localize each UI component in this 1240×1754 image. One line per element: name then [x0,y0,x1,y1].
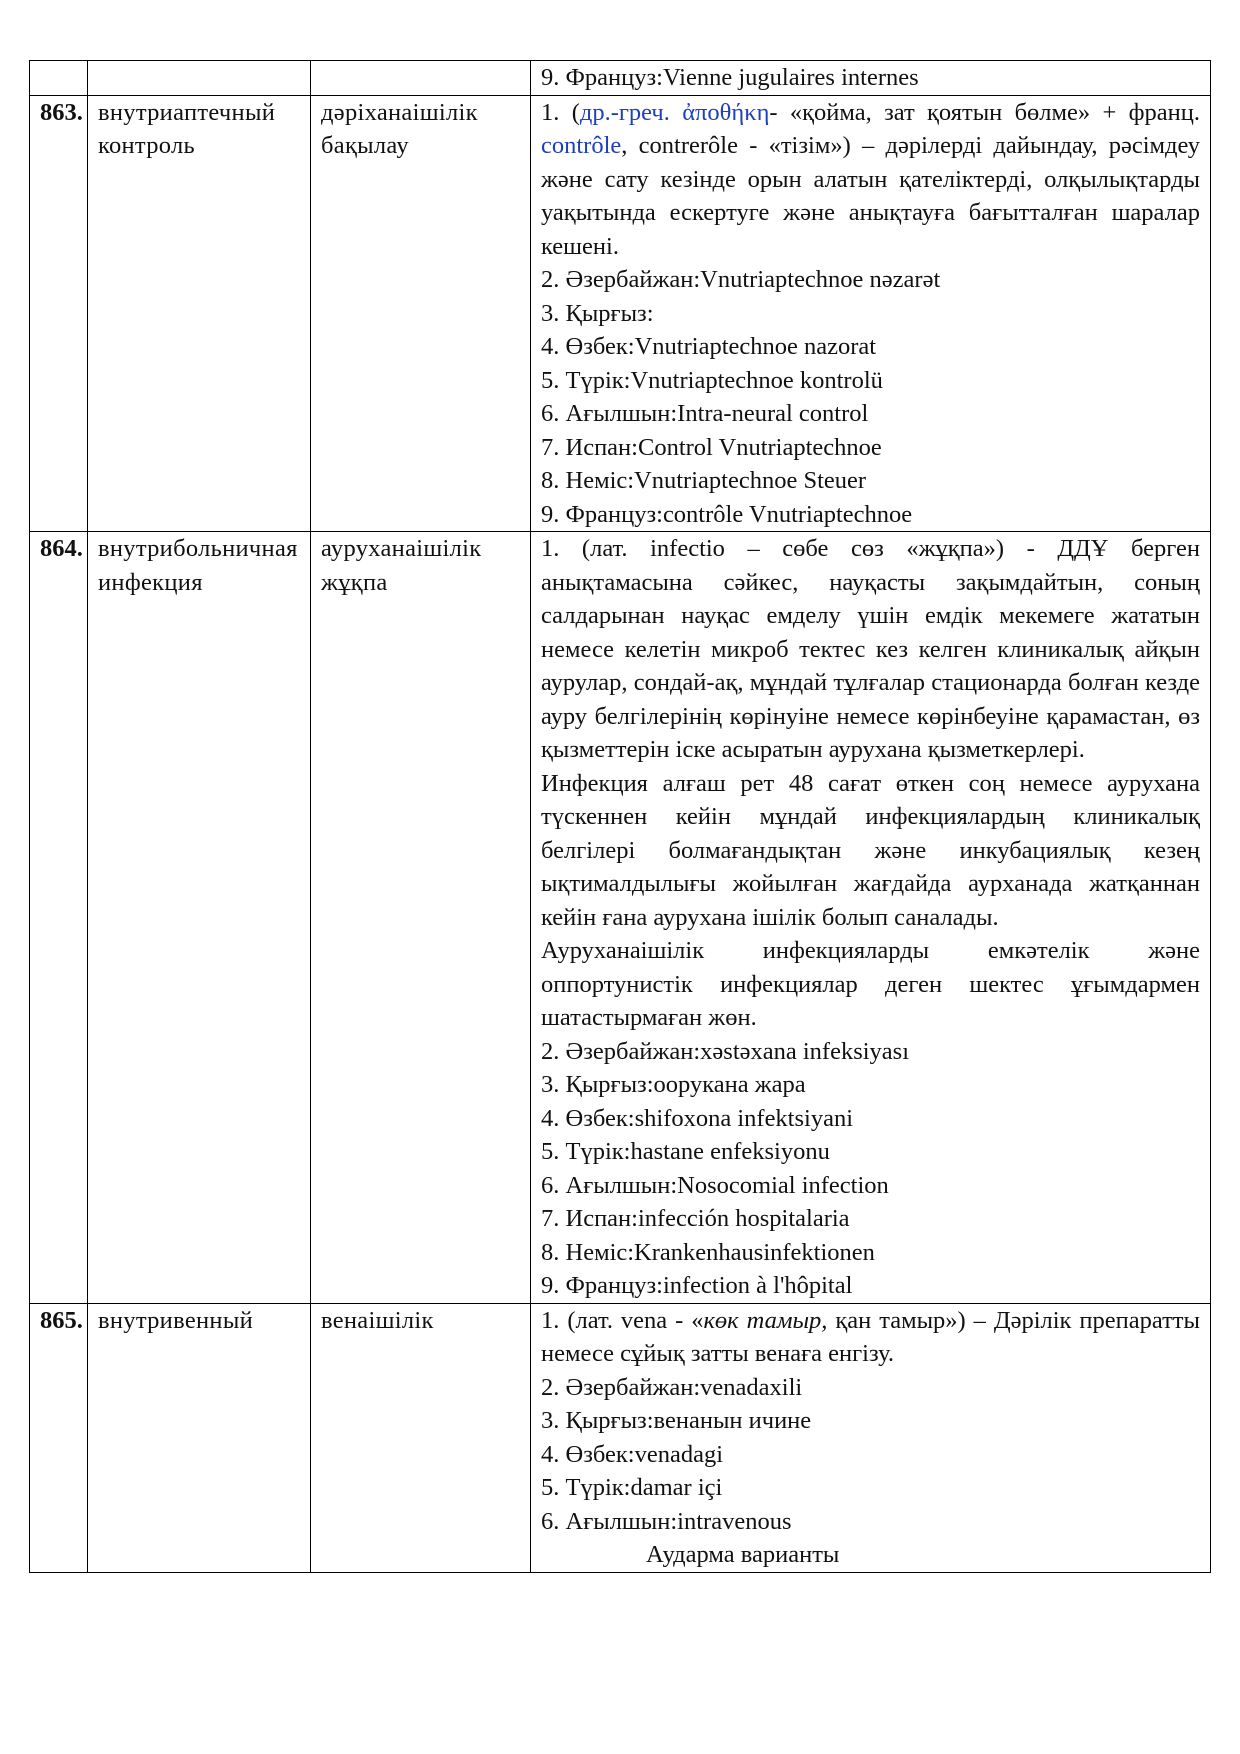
term-russian: внутрибольничная инфекция [88,532,311,1304]
translation-german: 8. Неміс:Vnutriaptechnoe Steuer [541,467,867,494]
term-russian: внутриаптечный контроль [88,95,311,532]
translation-variants-caption: Аударма варианты [646,1541,840,1568]
translation-turkish: 5. Түрік:Vnutriaptechnoe kontrolü [541,366,883,394]
definition-paragraph: 1. (лат. infectio – сөбе сөз «жұқпа») - ДДҰ берген анықтамасына сәйкес, науқасты зақымдайтын, соның салдарынан науқас емделу үшін емдік мекемеге жататын немесе келетін микроб тектес кез келген клиникалық айқын аурулар, сондай-ақ, мұндай тұлғалар стационарда болған кезде ауру белгілерінің көрінуіне немесе көрінбеуіне қарамастан, өз қызметтерін іске асыратын аурухана қызметкерлері. [541,535,1200,763]
definition-cell [531,532,1211,1304]
definition-cell [531,61,1211,96]
translation-kyrgyz: 3. Қырғыз:оорукана жара [541,1071,806,1098]
table-row [30,95,1211,532]
definition-part: , contrerôle - «тізім») – дәрілерді дайындау, рәсімдеу және сату кезінде орын алатын қателіктерді, олқылықтарды уақытында ескертуге және анықтауға бағытталған шаралар кешені. [541,132,1200,260]
translation-english: 6. Ағылшын:intravenous [541,1507,792,1535]
definition-cell [531,1303,1211,1572]
translation-uzbek: 4. Өзбек:Vnutriaptechnoe nazorat [541,333,877,360]
definition-text [541,1304,1200,1371]
definition-part: 1. (лат. vena - « [541,1306,704,1334]
translation-french: 9. Француз:Vienne jugulaires internes [541,64,919,91]
definition-emphasis: көк тамыр, [703,1306,828,1334]
translation-azerbaijani: 2. Әзербайжан:Vnutriaptechnoe nəzarət [541,266,941,293]
translation-german: 8. Неміс:Krankenhausinfektionen [541,1238,875,1266]
definition-part: қан тамыр») – Дәрілік препаратты немесе сұйық затты венаға енгізу. [541,1306,1200,1367]
translation-english: 6. Ағылшын:Intra-neural control [541,400,869,427]
translation-spanish: 7. Испан:infección hospitalaria [541,1205,850,1232]
translation-kyrgyz: 3. Қырғыз: [541,299,654,327]
translation-french: 9. Француз:contrôle Vnutriaptechnoe [541,500,913,528]
table-row [30,532,1211,1304]
definition-part: 1. ( [541,98,580,126]
definition-paragraph: Инфекция алғаш рет 48 сағат өткен соң немесе аурухана түскеннен кейін мұндай инфекциялардың клиникалық белгілері болмағандықтан және инкубациялық кезең ықтималдылығы жойылған жағдайда аурханада жатқаннан кейін ғана аурухана ішілік болып саналады. [541,769,1200,931]
translation-spanish: 7. Испан:Control Vnutriaptechnoe [541,433,882,461]
entry-number [30,61,88,96]
translation-turkish: 5. Түрік:damar içi [541,1474,723,1501]
term-kazakh: венаішілік [311,1303,531,1572]
translation-azerbaijani: 2. Әзербайжан:venadaxili [541,1373,803,1401]
term-kazakh: дәріханаішілік бақылау [311,95,531,532]
term-russian: внутривенный [88,1303,311,1572]
definition-paragraph: Ауруханаішілік инфекцияларды емкәтелік және оппортунистік инфекциялар деген шектес ұғымдармен шатастырмаған жөн. [541,937,1200,1031]
table-row [30,61,1211,96]
translation-azerbaijani: 2. Әзербайжан:xəstəxana infeksiyası [541,1037,910,1065]
definition-cell [531,95,1211,532]
term-russian [88,61,311,96]
definition-part: - «қойма, зат қоятын бөлме» + франц. [769,98,1200,126]
entry-number: 863. [30,95,88,532]
term-kazakh: ауруханаішілік жұқпа [311,532,531,1304]
translation-uzbek: 4. Өзбек:venadagi [541,1440,724,1468]
definition-text [541,96,1200,264]
entry-number: 864. [30,532,88,1304]
translation-kyrgyz: 3. Қырғыз:венанын ичине [541,1407,812,1434]
dictionary-table [29,60,1211,1573]
table-row [30,1303,1211,1572]
translation-turkish: 5. Түрік:hastane enfeksiyonu [541,1138,830,1165]
etymology-link[interactable]: contrôle [541,132,622,159]
entry-number: 865. [30,1303,88,1572]
translation-french: 9. Француз:infection à l'hôpital [541,1272,853,1299]
term-kazakh [311,61,531,96]
translation-english: 6. Ағылшын:Nosocomial infection [541,1171,889,1199]
etymology-link[interactable]: др.-греч. ἀποθήκη [579,98,770,126]
translation-uzbek: 4. Өзбек:shifoxona infektsiyani [541,1104,854,1132]
